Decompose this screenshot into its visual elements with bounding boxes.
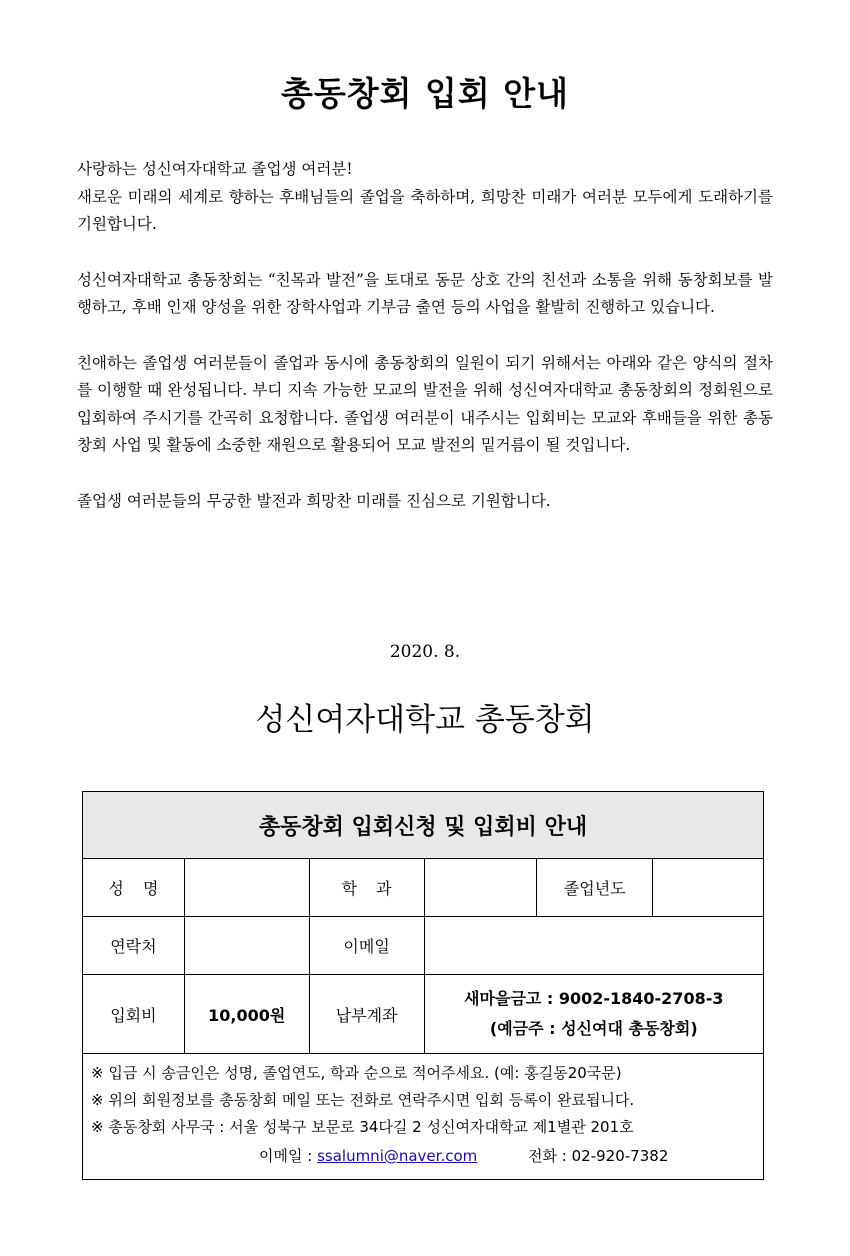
name-field[interactable] <box>184 859 309 917</box>
graduation-year-label: 졸업년도 <box>537 859 653 917</box>
account-holder: (예금주 : 성신여대 총동창회) <box>489 1019 698 1038</box>
contact-field[interactable] <box>184 917 309 975</box>
note-item: ※ 위의 회원정보를 총동창회 메일 또는 전화로 연락주시면 입회 등록이 완료됩니다. <box>91 1091 635 1109</box>
organization-name: 성신여자대학교 총동창회 <box>255 702 595 738</box>
contact-label: 연락처 <box>83 917 185 975</box>
payment-account-label: 납부계좌 <box>309 975 424 1054</box>
greeting-message: 새로운 미래의 세계로 향하는 후배님들의 졸업을 축하하며, 희망찬 미래가 여러분 모두에게 도래하기를 기원합니다. <box>77 187 773 233</box>
membership-paragraph: 친애하는 졸업생 여러분들이 졸업과 동시에 총동창회의 일원이 되기 위해서는 아래와 같은 양식의 절차를 이행할 때 완성됩니다. 부디 지속 가능한 모교의 발전을 위해 성신여자대학교 총동창회의 정회원으로 입회하여 주시기를 간곡히 요청합니다. 졸업생 여러분이 내주시는 입회비는 모교와 후배들을 위한 총동창회 사업 및 활동에 소중한 재원으로 활용되어 모교 발전의 밑거름이 될 것입니다. <box>77 353 773 454</box>
form-heading: 총동창회 입회신청 및 입회비 안내 <box>83 792 764 859</box>
contact-phone: 02-920-7382 <box>571 1147 669 1165</box>
application-form-table <box>82 791 764 1180</box>
greeting-line: 사랑하는 성신여자대학교 졸업생 여러분! <box>77 160 353 178</box>
department-label: 학 과 <box>309 859 424 917</box>
note-item: ※ 총동창회 사무국 : 서울 성북구 보문로 34다길 2 성신여자대학교 제1별관 201호 <box>91 1118 634 1136</box>
contact-phone-label: 전화 : <box>528 1147 567 1165</box>
greeting-paragraph <box>77 156 773 239</box>
body-text <box>77 156 773 543</box>
association-paragraph: 성신여자대학교 총동창회는 “친목과 발전”을 토대로 동문 상호 간의 친선과 소통을 위해 동창회보를 발행하고, 후배 인재 양성을 위한 장학사업과 기부금 출연 등의 사업을 활발히 진행하고 있습니다. <box>77 270 773 316</box>
department-field[interactable] <box>424 859 537 917</box>
contact-email-link[interactable]: ssalumni@naver.com <box>317 1147 478 1165</box>
document-date: 2020. 8. <box>389 642 461 662</box>
contact-info <box>91 1141 763 1171</box>
email-field[interactable] <box>424 917 763 975</box>
closing-paragraph: 졸업생 여러분들의 무궁한 발전과 희망찬 미래를 진심으로 기원합니다. <box>77 491 551 510</box>
name-label: 성 명 <box>83 859 185 917</box>
graduation-year-field[interactable] <box>653 859 764 917</box>
bank-account-number: 새마을금고 : 9002-1840-2708-3 <box>464 989 724 1008</box>
notes-section <box>83 1054 764 1180</box>
fee-amount: 10,000원 <box>184 975 309 1054</box>
payment-account-info <box>424 975 763 1054</box>
note-item: ※ 입금 시 송금인은 성명, 졸업연도, 학과 순으로 적어주세요. (예: 홍길동20국문) <box>91 1064 622 1082</box>
email-label: 이메일 <box>309 917 424 975</box>
document-title: 총동창회 입회 안내 <box>280 74 569 113</box>
fee-label: 입회비 <box>83 975 185 1054</box>
contact-email-label: 이메일 : <box>259 1147 313 1165</box>
